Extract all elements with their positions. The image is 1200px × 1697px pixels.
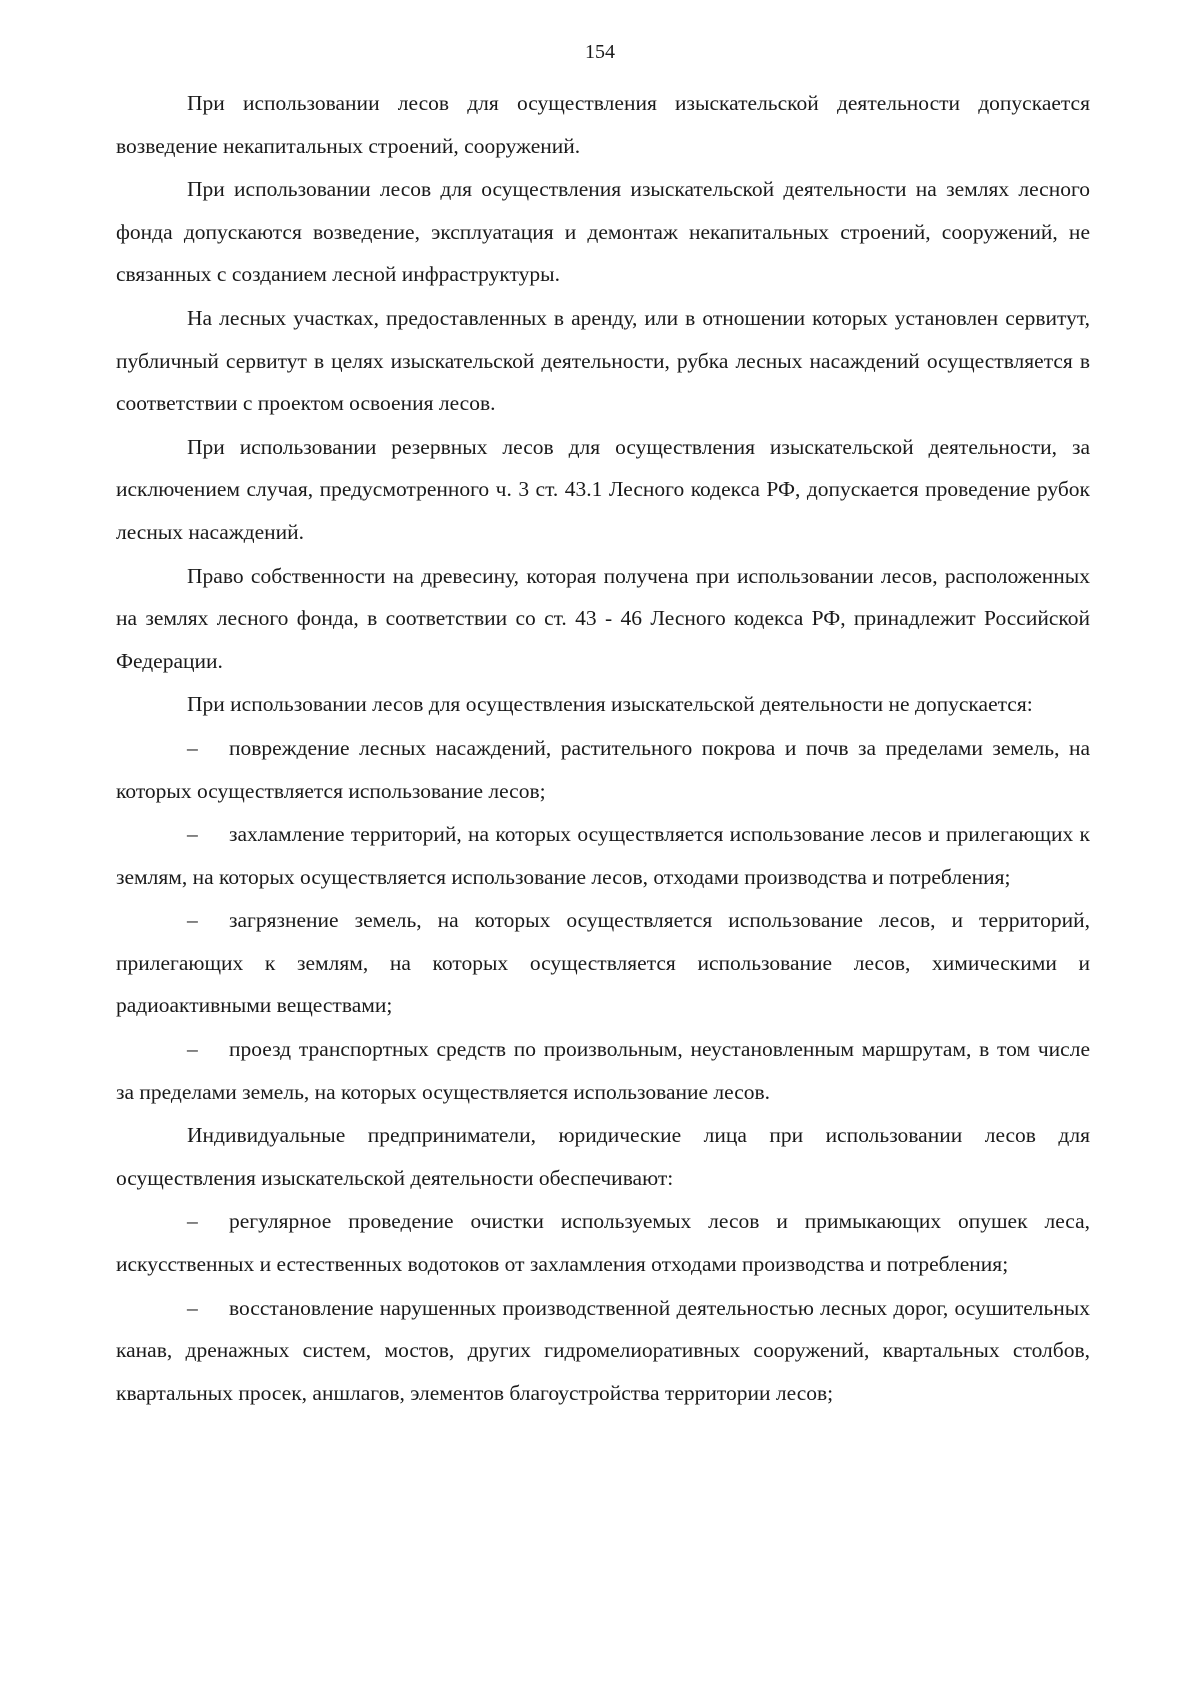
list-item-text: повреждение лесных насаждений, растительного покрова и почв за пределами земель, на которых осуществляется использование лесов;	[116, 735, 1090, 803]
list-item	[116, 727, 1090, 813]
paragraph-text: При использовании лесов для осуществления изыскательской деятельности не допускается:	[187, 692, 1033, 717]
list-item-text: захламление территорий, на которых осуществляется использование лесов и прилегающих к землям, на которых осуществляется использование лесов, отходами производства и потребления;	[116, 822, 1090, 889]
list-item-text: восстановление нарушенных производственной деятельностью лесных дорог, осушительных канав, дренажных систем, мостов, других гидромелиоративных сооружений, квартальных столбов, квартальных просек, аншлагов, элементов благоустройства территории лесов;	[116, 1295, 1090, 1405]
list-dash: –	[187, 908, 198, 933]
paragraph-text: При использовании лесов для осуществления изыскательской деятельности допускается возведение некапитальных строений, сооружений.	[116, 91, 1090, 158]
list-dash: –	[187, 735, 198, 760]
paragraph	[116, 82, 1090, 168]
list-item-text: регулярное проведение очистки используемых лесов и примыкающих опушек леса, искусственных и естественных водотоков от захламления отходами производства и потребления;	[116, 1209, 1090, 1277]
list-item	[116, 813, 1090, 899]
paragraph	[116, 555, 1090, 684]
list-item-text: проезд транспортных средств по произвольным, неустановленным маршрутам, в том числе за пределами земель, на которых осуществляется использование лесов.	[116, 1037, 1090, 1104]
list-dash: –	[187, 1209, 198, 1234]
list-item	[116, 1287, 1090, 1416]
list-dash: –	[187, 1037, 198, 1062]
list-item-text: загрязнение земель, на которых осуществляется использование лесов, и территорий, прилегающих к землям, на которых осуществляется использование лесов, химическими и радиоактивными веществами;	[116, 908, 1090, 1018]
paragraph	[116, 168, 1090, 297]
list-item	[116, 1200, 1090, 1286]
list-item	[116, 899, 1090, 1028]
paragraph-text: Индивидуальные предприниматели, юридические лица при использовании лесов для осуществления изыскательской деятельности обеспечивают:	[116, 1123, 1090, 1190]
paragraph	[116, 426, 1090, 555]
paragraph-text: При использовании лесов для осуществления изыскательской деятельности на землях лесного фонда допускаются возведение, эксплуатация и демонтаж некапитальных строений, сооружений, не связанных с созданием лесной инфраструктуры.	[116, 177, 1090, 287]
list-dash: –	[187, 1295, 198, 1320]
paragraph-text: На лесных участках, предоставленных в аренду, или в отношении которых установлен сервитут, публичный сервитут в целях изыскательской деятельности, рубка лесных насаждений осуществляется в соответствии с проектом освоения лесов.	[116, 305, 1090, 416]
list-item	[116, 1028, 1090, 1114]
paragraph-text: Право собственности на древесину, которая получена при использовании лесов, расположенных на землях лесного фонда, в соответствии со ст. 43 - 46 Лесного кодекса РФ, принадлежит Российской Федерации.	[116, 563, 1090, 673]
paragraph	[116, 1114, 1090, 1200]
page-number: 154	[585, 41, 615, 63]
paragraph	[116, 683, 1090, 727]
paragraph	[116, 297, 1090, 426]
list-dash: –	[187, 822, 198, 847]
paragraph-text: При использовании резервных лесов для осуществления изыскательской деятельности, за исключением случая, предусмотренного ч. 3 ст. 43.1 Лесного кодекса РФ, допускается проведение рубок лесных насаждений.	[116, 434, 1090, 544]
document-body	[116, 82, 1090, 1415]
